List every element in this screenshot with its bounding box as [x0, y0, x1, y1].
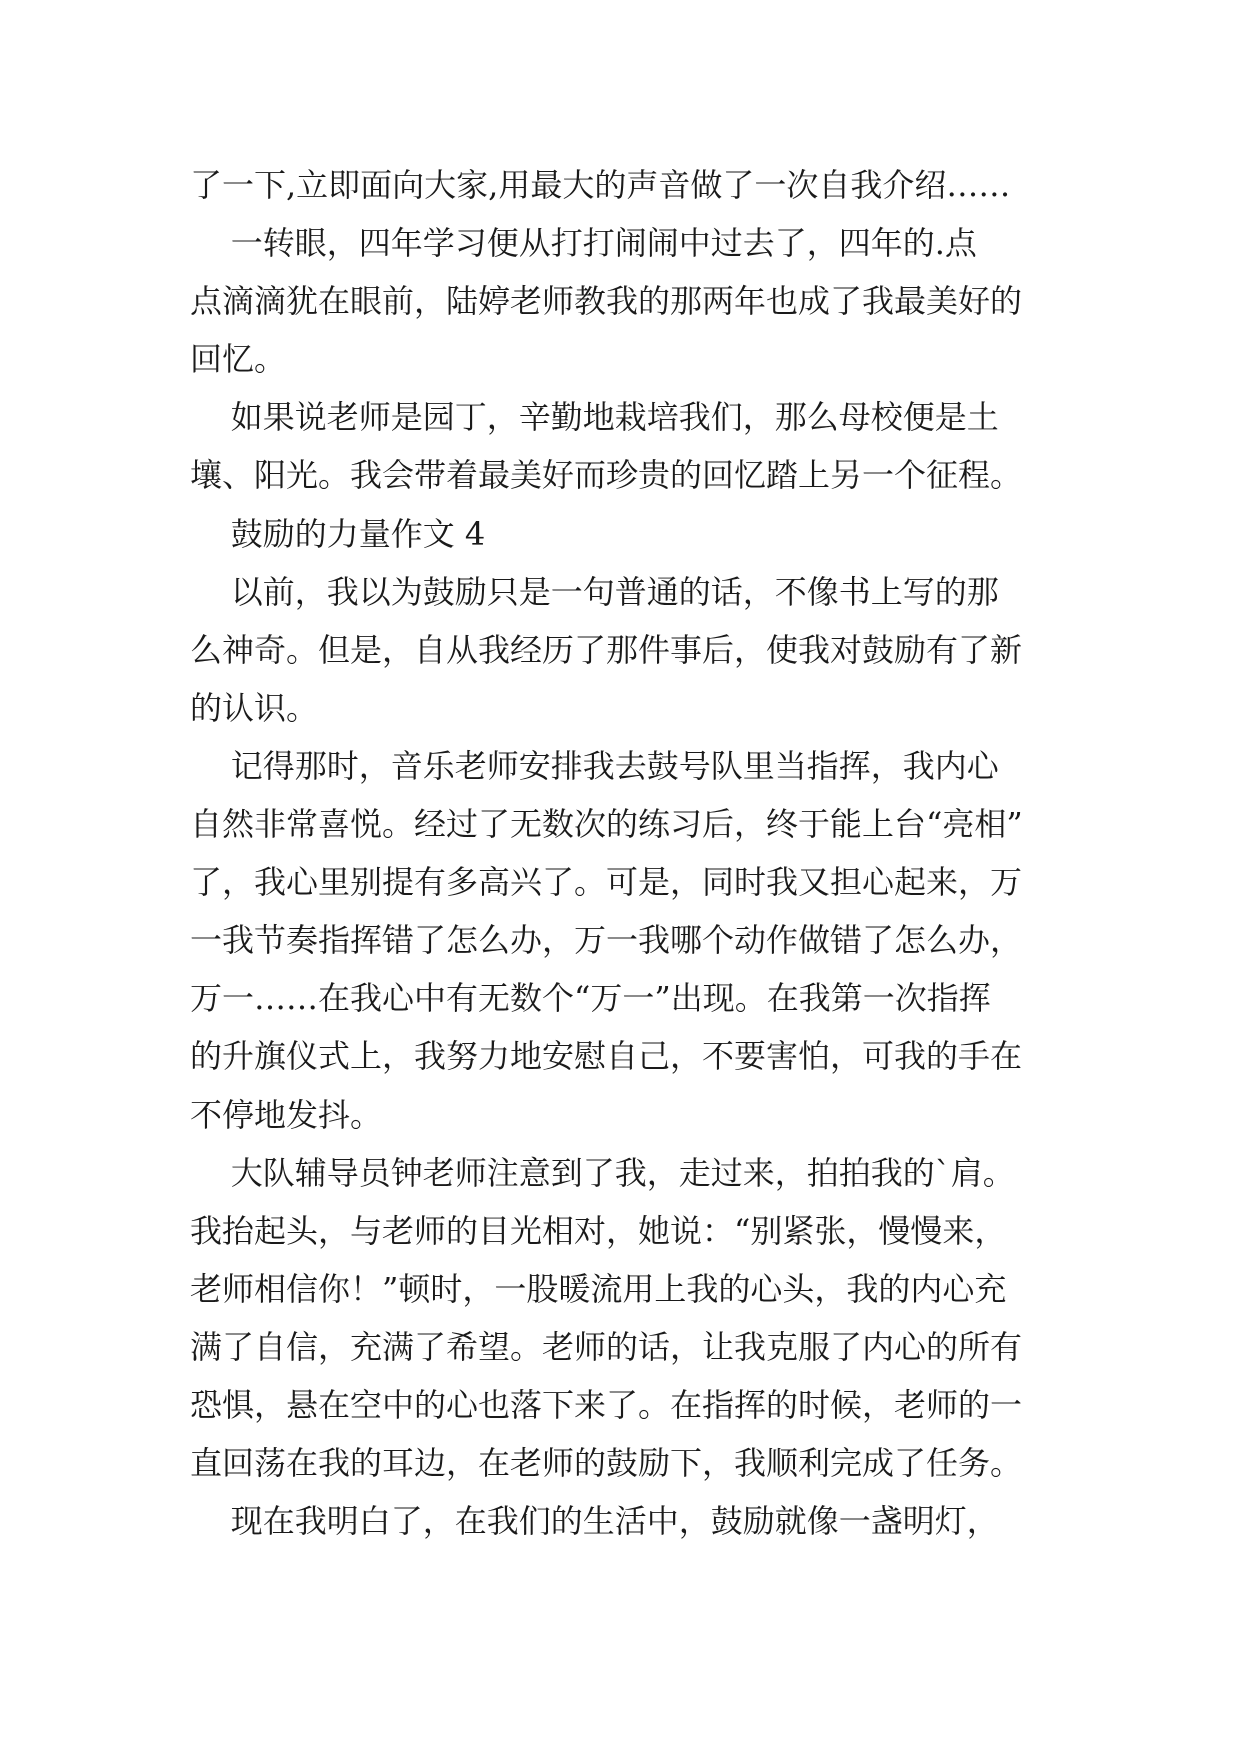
text-line: 如果说老师是园丁，辛勤地栽培我们，那么母校便是土	[190, 398, 999, 437]
text-line: 了，我心里别提有多高兴了。可是，同时我又担心起来，万	[190, 863, 1023, 902]
text-line: 记得那时，音乐老师安排我去鼓号队里当指挥，我内心	[190, 746, 999, 785]
text-line: 一我节奏指挥错了怎么办，万一我哪个动作做错了怎么办，	[190, 921, 1023, 960]
text-line: 一转眼，四年学习便从打打闹闹中过去了，四年的.点	[190, 224, 977, 263]
document-body	[190, 156, 1060, 1550]
text-line: 恐惧，悬在空中的心也落下来了。在指挥的时候，老师的一	[190, 1385, 1023, 1424]
text-line: 自然非常喜悦。经过了无数次的练习后，终于能上台“亮相”	[190, 805, 1023, 844]
text-line: 壤、阳光。我会带着最美好而珍贵的回忆踏上另一个征程。	[190, 456, 1023, 495]
text-line: 满了自信，充满了希望。老师的话，让我克服了内心的所有	[190, 1327, 1023, 1366]
text-line: 的升旗仪式上，我努力地安慰自己，不要害怕，可我的手在	[190, 1037, 1023, 1076]
text-line: 万一……在我心中有无数个“万一”出现。在我第一次指挥	[190, 979, 991, 1018]
text-line: 点滴滴犹在眼前，陆婷老师教我的那两年也成了我最美好的	[190, 282, 1023, 321]
text-line: 回忆。	[190, 340, 287, 379]
text-line: 老师相信你！”顿时，一股暖流用上我的心头，我的内心充	[190, 1269, 1007, 1308]
text-line: 以前，我以为鼓励只是一句普通的话，不像书上写的那	[190, 572, 999, 611]
text-line: 么神奇。但是，自从我经历了那件事后，使我对鼓励有了新	[190, 630, 1023, 669]
text-line: 不停地发抖。	[190, 1095, 383, 1134]
section-heading: 鼓励的力量作文 4	[190, 514, 486, 553]
text-line: 大队辅导员钟老师注意到了我，走过来，拍拍我的`肩。	[190, 1153, 1015, 1192]
text-line: 直回荡在我的耳边，在老师的鼓励下，我顺利完成了任务。	[190, 1444, 1023, 1483]
text-line: 了一下,立即面向大家,用最大的声音做了一次自我介绍……	[190, 166, 1011, 204]
text-line: 的认识。	[190, 688, 319, 727]
text-line: 我抬起头，与老师的目光相对，她说：“别紧张，慢慢来，	[190, 1211, 1007, 1250]
text-line: 现在我明白了，在我们的生活中，鼓励就像一盏明灯，	[190, 1502, 999, 1541]
